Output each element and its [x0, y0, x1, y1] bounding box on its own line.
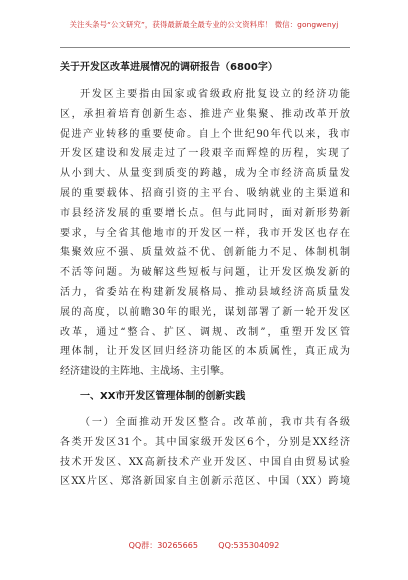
section-heading-1: 一、XX市开发区管理体制的创新实践	[80, 391, 246, 402]
header-divider	[60, 47, 350, 48]
footer-contact	[0, 540, 408, 551]
paragraph-line: （一）全面推动开发区整合。改革前，我市共有各级	[80, 417, 350, 428]
paragraph-line: 活力，省委站在构建新发展格局、推动县域经济高质量发	[60, 286, 350, 298]
paragraph-line: 开发区主要指由国家或省级政府批复设立的经济功能	[80, 89, 350, 100]
paragraph-line: 技术开发区、XX高新技术产业开发区、中国自由贸易试验	[60, 456, 350, 468]
paragraph-line: 区，承担着培育创新生态、推进产业集聚、推动改革开放	[60, 108, 350, 120]
paragraph-line: 从小到大、从量变到质变的跨越，成为全市经济高质量发	[60, 168, 350, 180]
paragraph-line: 促进产业转移的重要使命。自上个世纪90年代以来，我市	[60, 128, 350, 140]
paragraph-line: 市县经济发展的重要增长点。但与此同时，面对新形势新	[60, 207, 350, 219]
paragraph-line: 经济建设的主阵地、主战场、主引擎。	[60, 366, 230, 378]
footer-qq: QQ:535304092	[218, 541, 280, 550]
paragraph-2	[60, 413, 350, 492]
paragraph-line: 开发区建设和发展走过了一段艰辛而辉煌的历程，实现了	[60, 148, 350, 160]
paragraph-line: 不活等问题。为破解这些短板与问题，让开发区焕发新的	[60, 267, 350, 279]
document-title: 关于开发区改革进展情况的调研报告（6800字）	[60, 62, 278, 73]
paragraph-line: 各类开发区31个。其中国家级开发区6个，分别是XX经济	[60, 436, 350, 448]
paragraph-line: 集聚效应不强、质量效益不优、创新能力不足、体制机制	[60, 247, 350, 259]
paragraph-line: 要求，与全省其他地市的开发区一样，我市开发区也存在	[60, 227, 350, 239]
paragraph-line: 区XX片区、郑洛新国家自主创新示范区、中国（XX）跨境	[60, 476, 350, 488]
paragraph-1	[60, 85, 350, 382]
paragraph-line: 展的重要载体、招商引资的主平台、吸纳就业的主渠道和	[60, 187, 350, 199]
footer-qq-group: QQ群：30265665	[128, 541, 198, 550]
paragraph-line: 展的高度，以前瞻30年的眼光，谋划部署了新一轮开发区	[60, 306, 350, 318]
header-note: 关注头条号“公文研究”，获得最新最全最专业的公文资料库！ 微信：gongwenyj	[69, 20, 339, 29]
paragraph-line: 理体制，让开发区回归经济功能区的本质属性，真正成为	[60, 346, 350, 358]
paragraph-line: 改革，通过“整合、扩区、调规、改制”，重塑开发区管	[60, 326, 350, 338]
